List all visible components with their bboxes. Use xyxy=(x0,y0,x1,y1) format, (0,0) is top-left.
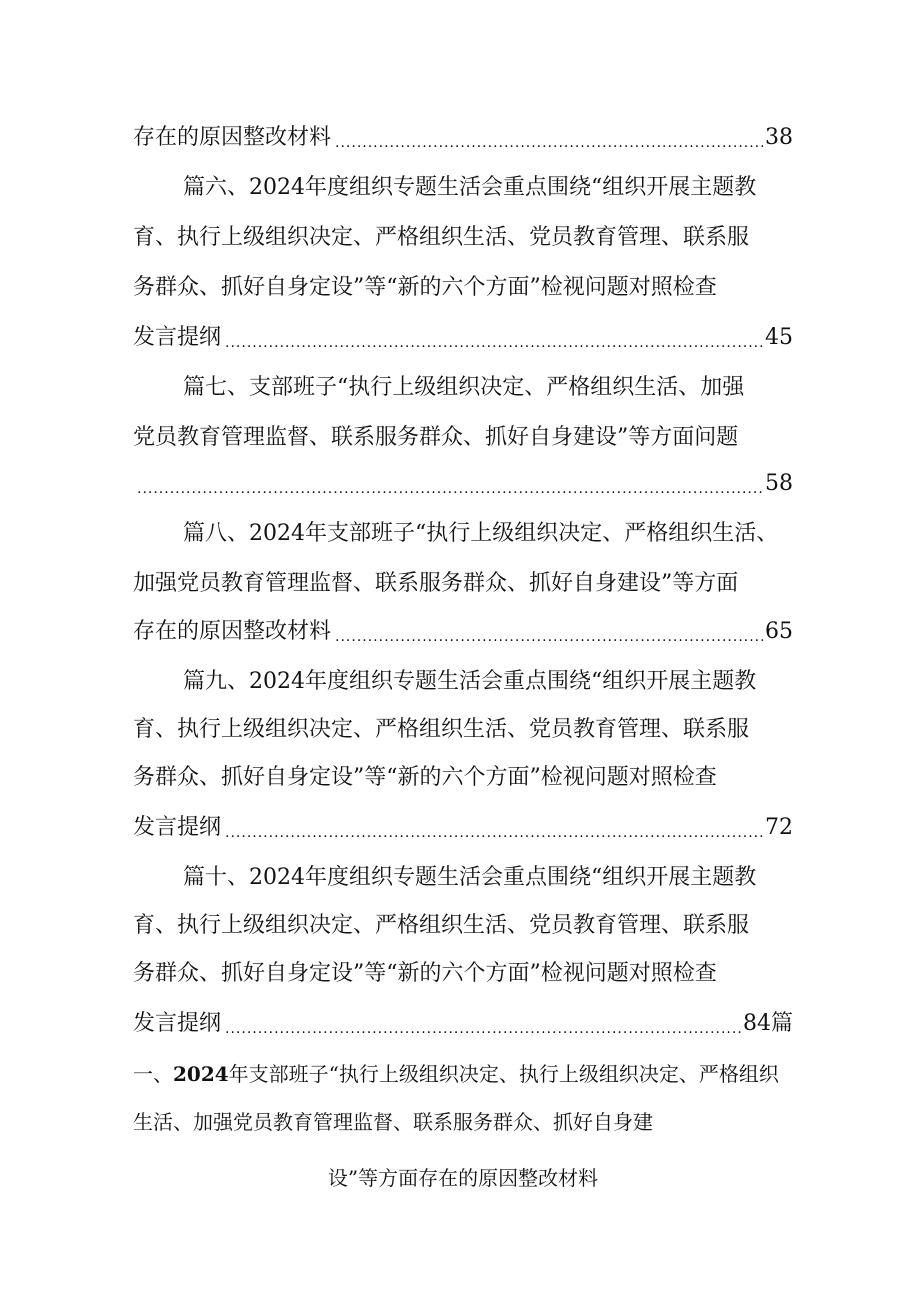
toc-page-number: 65 xyxy=(765,619,793,644)
toc-entry-last-line[interactable] xyxy=(133,318,793,358)
toc-entry-line[interactable]: 党员教育管理监督、联系服务群众、抓好自身建设”等方面问题 xyxy=(133,425,739,450)
toc-entry-line[interactable]: 篇六、2024年度组织专题生活会重点围绕“组织开展主题教 xyxy=(183,175,757,200)
toc-entry-line[interactable]: 篇九、2024年度组织专题生活会重点围绕“组织开展主题教 xyxy=(183,669,757,694)
toc-entry-last-line[interactable] xyxy=(133,1004,793,1044)
toc-entry-line[interactable]: 加强党员教育管理监督、联系服务群众、抓好自身建设”等方面 xyxy=(133,571,739,596)
toc-entry-line[interactable]: 育、执行上级组织决定、严格组织生活、党员教育管理、联系服 xyxy=(133,717,750,742)
toc-entry-last-line[interactable] xyxy=(133,118,793,158)
toc-trailing-char: 篇 xyxy=(770,1011,793,1036)
toc-leader-dots xyxy=(225,328,763,358)
toc-entry-text: 发言提纲 xyxy=(133,815,222,840)
toc-entry-line[interactable]: 篇七、支部班子“执行上级组织决定、严格组织生活、加强 xyxy=(183,375,745,400)
heading-text: 年支部班子“执行上级组织决定、执行上级组织决定、严格组织 xyxy=(228,1062,779,1086)
toc-page-number: 58 xyxy=(765,471,793,496)
toc-entry-line[interactable]: 篇八、2024年支部班子“执行上级组织决定、严格组织生活、 xyxy=(183,521,779,546)
toc-entry-line[interactable]: 篇十、2024年度组织专题生活会重点围绕“组织开展主题教 xyxy=(183,865,757,890)
toc-page-number: 72 xyxy=(765,815,793,840)
toc-entry-text: 发言提纲 xyxy=(133,325,222,350)
section-heading-line: 设”等方面存在的原因整改材料 xyxy=(327,1166,599,1190)
toc-entry-text: 存在的原因整改材料 xyxy=(133,619,332,644)
toc-page-number: 84 xyxy=(742,1011,771,1036)
section-heading-line xyxy=(133,1054,793,1094)
toc-entry-line[interactable]: 务群众、抓好自身定设”等“新的六个方面”检视问题对照检查 xyxy=(133,961,717,986)
toc-entry-last-line[interactable] xyxy=(133,464,793,504)
toc-leader-dots xyxy=(225,818,763,848)
toc-leader-dots xyxy=(137,474,763,504)
toc-leader-dots xyxy=(335,128,763,158)
toc-entry-line[interactable]: 务群众、抓好自身定设”等“新的六个方面”检视问题对照检查 xyxy=(133,765,717,790)
section-heading-line: 生活、加强党员教育管理监督、联系服务群众、抓好自身建 xyxy=(133,1110,653,1134)
toc-entry-line[interactable]: 务群众、抓好自身定设”等“新的六个方面”检视问题对照检查 xyxy=(133,275,717,300)
heading-year: 2024 xyxy=(173,1062,229,1086)
heading-prefix: 一、 xyxy=(133,1062,173,1086)
toc-page-number: 38 xyxy=(765,125,793,150)
toc-entry-line[interactable]: 育、执行上级组织决定、严格组织生活、党员教育管理、联系服 xyxy=(133,225,750,250)
toc-entry-text: 发言提纲 xyxy=(133,1011,222,1036)
toc-leader-dots xyxy=(335,622,763,652)
toc-page-number: 45 xyxy=(765,325,793,350)
toc-entry-last-line[interactable] xyxy=(133,612,793,652)
toc-leader-dots xyxy=(225,1014,741,1044)
toc-entry-line[interactable]: 育、执行上级组织决定、严格组织生活、党员教育管理、联系服 xyxy=(133,913,750,938)
toc-entry-text: 存在的原因整改材料 xyxy=(133,125,332,150)
toc-entry-last-line[interactable] xyxy=(133,808,793,848)
